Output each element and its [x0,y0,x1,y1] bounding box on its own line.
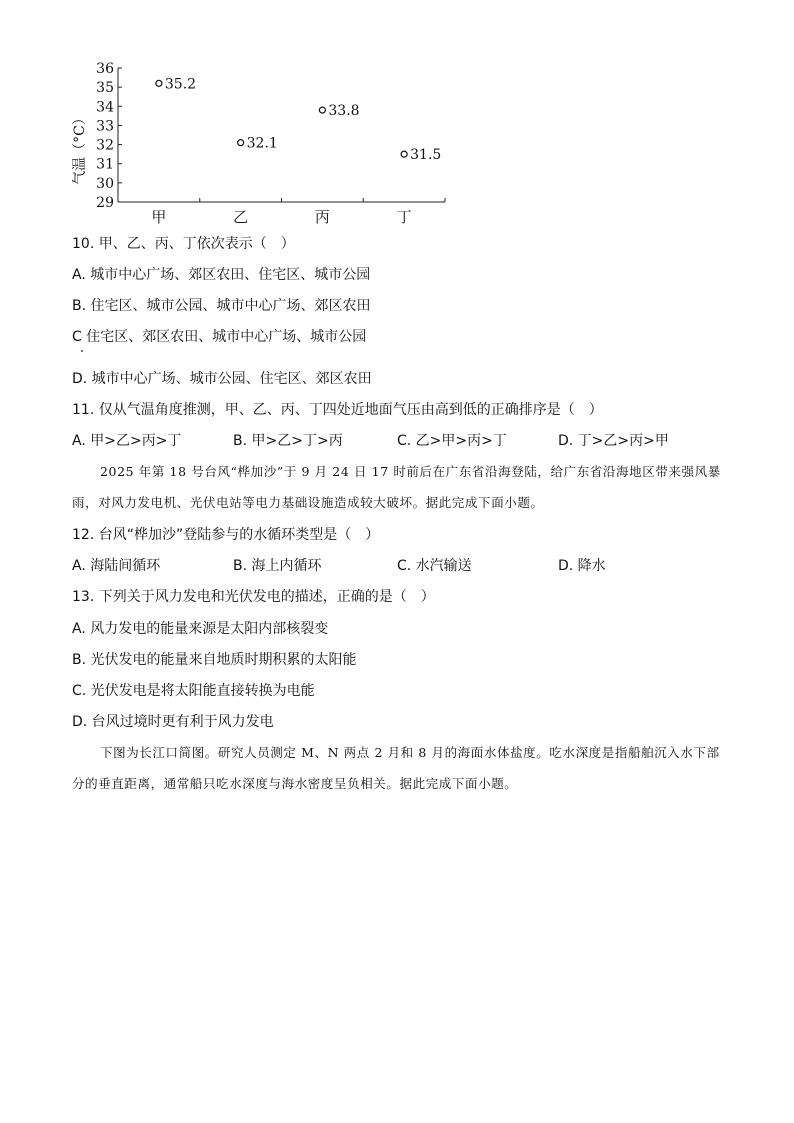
q10-option-c: C 住宅区、郊区农田、城市中心广场、城市公园 [72,329,367,345]
y-tick-label: 32 [96,137,114,154]
data-label: 33.8 [328,103,360,120]
data-points [156,76,441,163]
y-tick-label: 33 [96,118,114,135]
q13-option-a: A. 风力发电的能量来源是太阳内部核裂变 [72,621,329,637]
x-tick-label: 甲 [151,208,167,226]
q10-option-d: D. 城市中心广场、城市公园、住宅区、郊区农田 [72,371,372,387]
q13-option-b: B. 光伏发电的能量来自地质时期积累的太阳能 [72,652,357,668]
passage-yangtze: 下图为长江口简图。研究人员测定 M、N 两点 2 月和 8 月的海面水体盐度。吃水深度是指船舶沉入水下部分的垂直距离，通常船只吃水深度与海水密度呈负相关。据此完成下面小题。 [72,745,720,791]
y-axis-label: 气温（°C） [72,111,88,185]
data-point [319,107,325,113]
q12-option-a: A. 海陆间循环 [72,558,161,574]
q11-option-d: D. 丁>乙>丙>甲 [558,433,669,449]
passage-typhoon: 2025 年第 18 号台风“桦加沙”于 9 月 24 日 17 时前后在广东省沿海登陆，给广东省沿海地区带来强风暴雨，对风力发电机、光伏电站等电力基础设施造成较大破坏。据此完成下面小题。 [72,464,721,510]
q12-option-b: B. 海上内循环 [233,558,322,574]
q12-option-d: D. 降水 [558,558,606,574]
y-tick-label: 31 [96,156,114,173]
q11-option-b: B. 甲>乙>丁>丙 [233,433,343,449]
temperature-chart [60,58,460,233]
q10-stem: 10. 甲、乙、丙、丁依次表示（ ） [72,236,295,252]
stray-dot [81,350,83,352]
data-label: 32.1 [246,135,278,152]
y-tick-label: 29 [96,195,114,211]
q12-stem: 12. 台风“桦加沙”登陆参与的水循环类型是（ ） [72,527,380,543]
y-tick-label: 36 [96,61,114,77]
x-tick-label: 丁 [396,208,412,226]
q13-option-c: C. 光伏发电是将太阳能直接转换为电能 [72,683,315,699]
data-label: 35.2 [164,76,197,93]
q11-option-c: C. 乙>甲>丙>丁 [397,433,507,449]
q10-option-b: B. 住宅区、城市公园、城市中心广场、郊区农田 [72,298,371,314]
q13-option-d: D. 台风过境时更有利于风力发电 [72,714,274,730]
x-tick-label: 乙 [233,208,249,226]
data-point [156,80,162,86]
y-tick-label: 34 [96,99,114,116]
y-tick-label: 30 [96,175,114,192]
data-point [401,151,407,157]
q12-option-c: C. 水汽输送 [397,558,472,574]
q10-option-a: A. 城市中心广场、郊区农田、住宅区、城市公园 [72,267,371,283]
q11-stem: 11. 仅从气温角度推测，甲、乙、丙、丁四处近地面气压由高到低的正确排序是（ ） [72,402,603,418]
data-point [238,140,244,146]
q13-stem: 13. 下列关于风力发电和光伏发电的描述，正确的是（ ） [72,589,435,605]
x-tick-label: 丙 [314,208,330,226]
q11-option-a: A. 甲>乙>丙>丁 [72,433,182,449]
y-tick-label: 35 [96,80,114,97]
data-label: 31.5 [410,147,442,164]
